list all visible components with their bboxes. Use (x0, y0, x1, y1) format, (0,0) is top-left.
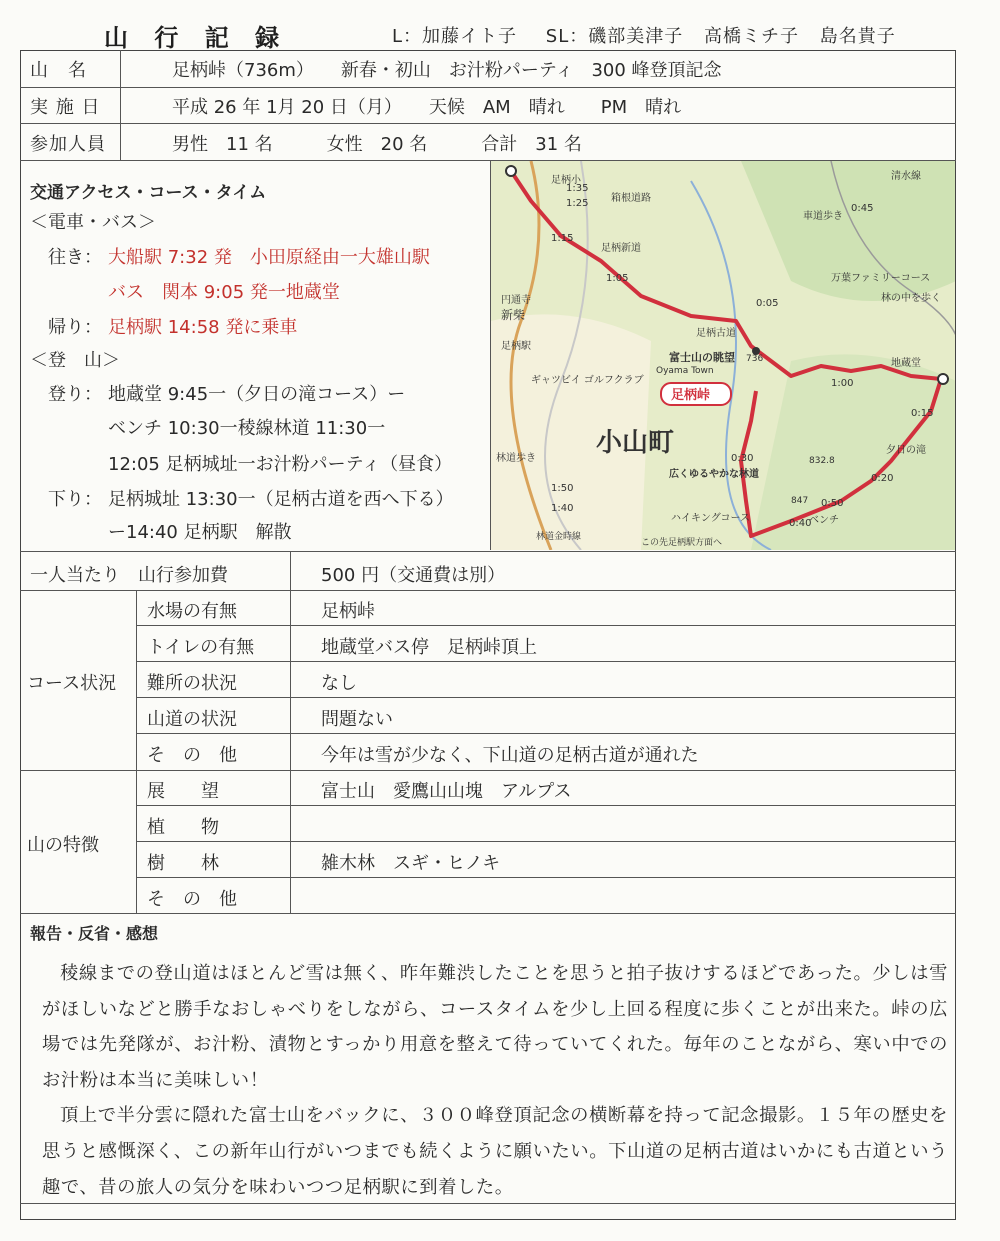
map-label: 箱根道路 (611, 193, 651, 204)
map-label: この先足柄駅方面へ (641, 538, 723, 548)
course-value-toilet: 地蔵堂バス停 足柄峠頂上 (321, 637, 537, 658)
feature-value-forest: 雑木林 スギ・ヒノキ (321, 853, 501, 874)
course-label-toilet: トイレの有無 (147, 637, 255, 658)
course-label-other: そ の 他 (147, 745, 237, 766)
fee-value: 500 円（交通費は別） (321, 565, 506, 586)
row-divider (136, 805, 956, 806)
map-label: ハイキングコース (671, 513, 750, 524)
course-label-trail: 山道の状況 (147, 709, 237, 730)
fee-label: 一人当たり 山行参加費 (30, 565, 228, 586)
map-label: 広くゆるやかな林道 (669, 469, 759, 480)
course-value-trail: 問題ない (321, 709, 393, 730)
down-line-1: 足柄城址 13:30一（足柄古道を西へ下る） (108, 489, 454, 510)
report-paragraph-2: 頂上で半分雲に隠れた富士山をバックに、３００峰登頂記念の横断幕を持って記念撮影。１５年の歴史を思うと感慨深く、この新年山行がいつまでも続くように願いたい。下山道の足柄古道はいかにも古道という趣で、昔の旅人の気分を味わいつつ足柄駅に到着した。 (42, 1105, 948, 1198)
members-value: 男性 11 名 女性 20 名 合計 31 名 (172, 134, 582, 155)
mountain-value: 足柄峠（736m） 新春・初山 お汁粉パーティ 300 峰登頂記念 (172, 60, 722, 81)
row-divider (136, 733, 956, 734)
report-body (42, 956, 948, 1205)
row-divider (136, 841, 956, 842)
map-label: ギャツビイ ゴルフクラブ (531, 375, 644, 386)
map-label: 足柄小 (551, 175, 581, 186)
map-label: Oyama Town (656, 366, 714, 376)
map-label: 736 (746, 354, 764, 364)
leader-name: L：加藤イト子 (392, 26, 518, 47)
feature-label-other: そ の 他 (147, 889, 237, 910)
row-divider (136, 877, 956, 878)
down-label: 下り： (48, 489, 102, 510)
map-label: ベンチ (809, 515, 839, 526)
map-label: 地蔵堂 (891, 358, 921, 369)
date-label: 実 施 日 (30, 97, 101, 118)
map-label: 足柄古道 (696, 328, 736, 339)
map-time: 1:25 (566, 198, 589, 209)
members-label: 参加人員 (30, 134, 106, 155)
course-label-water: 水場の有無 (147, 601, 237, 622)
map-label: 832.8 (809, 456, 835, 466)
map-label: 夕日の滝 (886, 445, 926, 456)
map-label: 円通寺 (501, 295, 531, 306)
feature-label-plants: 植 物 (147, 817, 219, 838)
date-value: 平成 26 年 1月 20 日（月） 天候 AM 晴れ PM 晴れ (172, 97, 682, 118)
map-label: 林道金時線 (536, 532, 582, 542)
report-title: 報告・反省・感想 (30, 924, 159, 943)
row-divider (136, 625, 956, 626)
subleader-2: 高橋ミチ子 (703, 26, 799, 47)
course-label-difficulty: 難所の状況 (147, 673, 237, 694)
report-paragraph-1: 稜線までの登山道はほとんど雪は無く、昨年難渋したことを思うと拍子抜けするほどであった。少しは雪がほしいなどと勝手なおしゃべりをしながら、コースタイムを少し上回る程度に歩くことが出来た。峠の広場では先発隊が、お汁粉、漬物とすっかり用意を整えて待っていてくれた。毎年のことながら、寒い中でのお汁粉は本当に美味しい！ (42, 963, 948, 1091)
map-label: 足柄峠 (671, 388, 711, 403)
map-time: 0:05 (756, 298, 779, 309)
course-value-other: 今年は雪が少なく、下山道の足柄古道が通れた (321, 745, 699, 766)
return-line-1: 足柄駅 14:58 発に乗車 (108, 317, 298, 338)
map-label: 小山町 (596, 428, 675, 458)
up-label: 登り： (48, 384, 102, 405)
subleader-1: SL：磯部美津子 (545, 26, 684, 47)
up-line-3: 12:05 足柄城址一お汁粉パーティ（昼食） (108, 454, 453, 475)
map-label: 清水線 (891, 171, 921, 182)
map-time: 0:20 (871, 473, 894, 484)
map-time: 1:05 (606, 273, 629, 284)
course-value-water: 足柄峠 (321, 601, 375, 622)
col-divider (120, 50, 121, 160)
map-label: 足柄駅 (501, 341, 531, 352)
map-label: 林道歩き (496, 453, 536, 464)
map-label: 足柄新道 (601, 243, 641, 254)
map-time: 0:15 (911, 408, 934, 419)
course-value-difficulty: なし (321, 673, 357, 694)
up-line-1: 地蔵堂 9:45一（夕日の滝コース）ー (108, 384, 406, 405)
features-group-label: 山の特徴 (27, 835, 99, 856)
access-title: 交通アクセス・コース・タイム (30, 183, 267, 203)
map-time: 0:30 (731, 453, 754, 464)
return-label: 帰り： (48, 317, 102, 338)
map-label: 車道歩き (803, 211, 843, 222)
map-time: 1:35 (566, 183, 589, 194)
row-divider (20, 87, 956, 88)
go-line-2: バス 関本 9:05 発一地蔵堂 (108, 282, 340, 303)
down-line-2: ー14:40 足柄駅 解散 (108, 522, 292, 543)
map-time: 1:50 (551, 483, 574, 494)
map-label: 847 (791, 496, 809, 506)
route-map-graphic (491, 161, 955, 550)
row-divider (136, 661, 956, 662)
go-label: 往き： (48, 247, 102, 268)
map-label: 万葉ファミリーコース (831, 273, 931, 284)
map-time: 1:40 (551, 503, 574, 514)
row-divider (136, 697, 956, 698)
map-time: 0:40 (789, 518, 812, 529)
map-label: 新柴 (501, 308, 526, 322)
row-divider (20, 770, 956, 771)
route-map (490, 161, 955, 550)
up-line-2: ベンチ 10:30一稜線林道 11:30一 (108, 418, 386, 439)
go-line-1: 大船駅 7:32 発 小田原経由一大雄山駅 (108, 247, 430, 268)
row-divider (20, 551, 956, 552)
leaders-line (392, 22, 918, 48)
feature-value-view: 富士山 愛鷹山山塊 アルプス (321, 781, 572, 802)
course-group-label: コース状況 (27, 673, 117, 694)
row-divider (20, 123, 956, 124)
mountain-label: 山 名 (30, 60, 87, 81)
feature-label-view: 展 望 (147, 781, 219, 802)
map-label: 富士山の眺望 (669, 351, 735, 364)
document-title: 山 行 記 録 (104, 24, 289, 52)
train-bus-heading: ＜電車・バス＞ (30, 212, 156, 233)
col-divider (136, 590, 137, 913)
map-label: 林の中を歩く (881, 293, 941, 304)
row-divider (20, 590, 956, 591)
subleader-3: 島名貴子 (819, 26, 896, 47)
map-time: 0:50 (821, 498, 844, 509)
climb-heading: ＜登 山＞ (30, 350, 120, 371)
map-time: 1:00 (831, 378, 854, 389)
row-divider (20, 913, 956, 914)
feature-label-forest: 樹 林 (147, 853, 219, 874)
col-divider (290, 551, 291, 913)
map-time: 0:45 (851, 203, 874, 214)
map-time: 1:15 (551, 233, 574, 244)
